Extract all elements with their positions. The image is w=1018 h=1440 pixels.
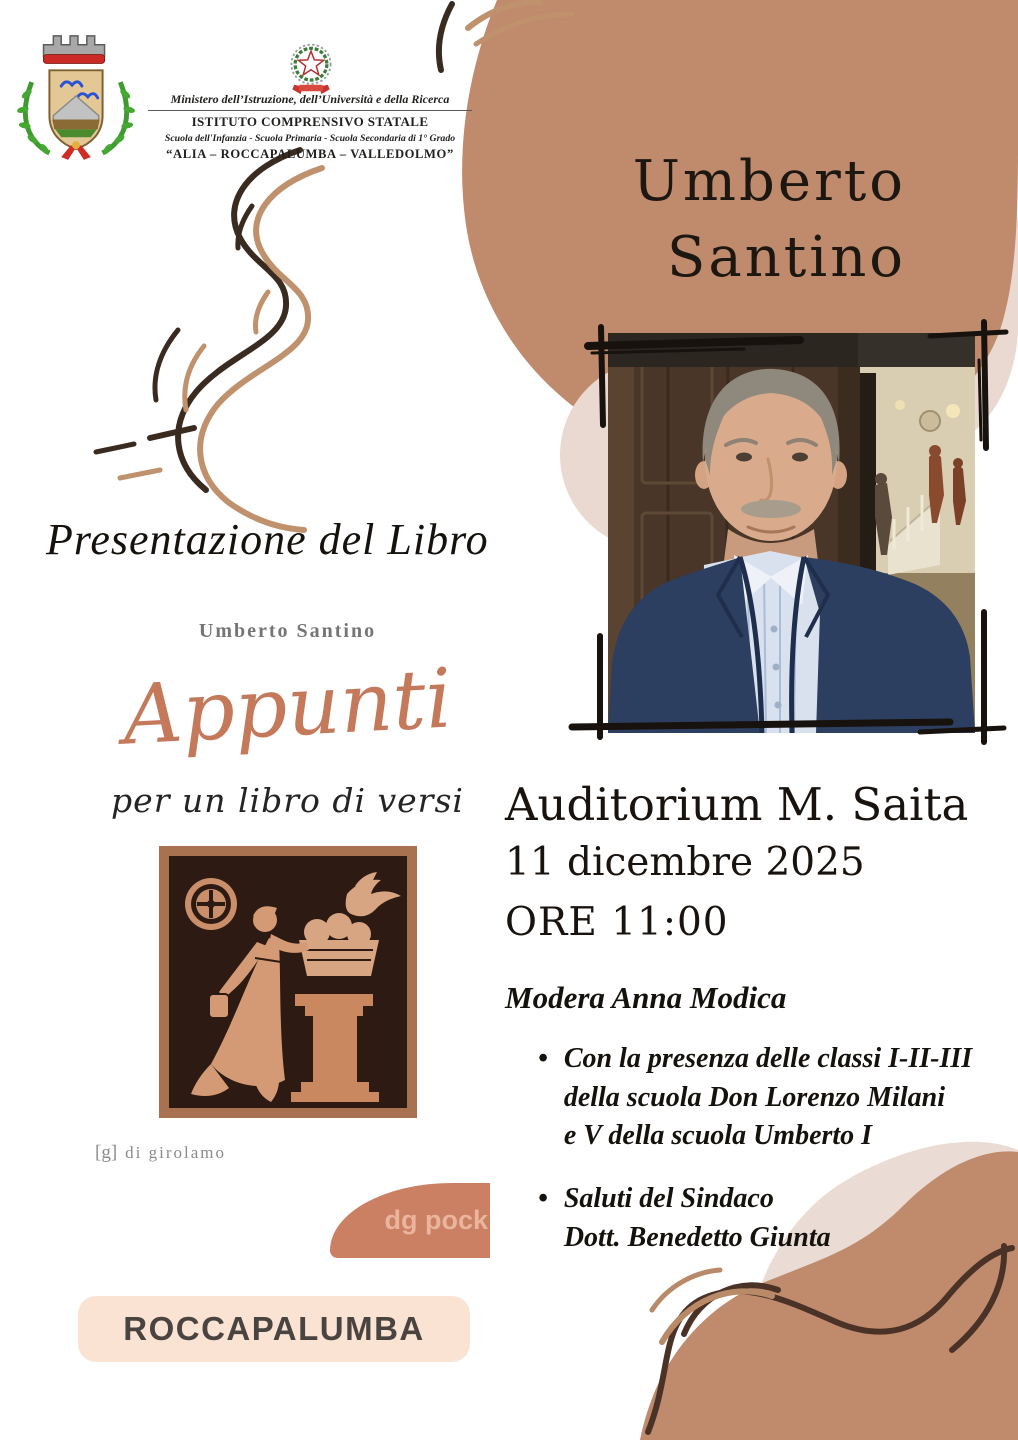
book-title: Appunti — [120, 651, 455, 764]
book-author: Umberto Santino — [198, 620, 377, 642]
bullet-line: della scuola Don Lorenzo Milani — [563, 1081, 945, 1113]
bullet-line: e V della scuola Umberto I — [563, 1120, 873, 1152]
schools-line: Scuola dell'Infanzia - Scuola Primaria - Scuola Secondaria di 1° Grado — [164, 133, 456, 144]
event-venue: Auditorium M. Saita — [505, 778, 969, 831]
bullet-text — [564, 1040, 972, 1156]
bullet-line: Con la presenza delle classi I-II-III — [563, 1043, 973, 1074]
towns-line: “ALIA – ROCCAPALUMBA – VALLEDOLMO” — [166, 147, 454, 161]
list-item — [538, 1180, 998, 1257]
event-time: ORE 11:00 — [505, 900, 729, 945]
rosette-icon — [185, 878, 237, 930]
school-header — [148, 92, 472, 162]
bullet-text — [564, 1180, 831, 1257]
republic-emblem-icon — [283, 38, 339, 96]
bullet-icon: • — [538, 1182, 548, 1214]
author-title — [633, 144, 906, 295]
mural-crown — [44, 36, 105, 64]
list-item — [538, 1040, 998, 1156]
event-date: 11 dicembre 2025 — [505, 840, 865, 885]
bullet-icon: • — [538, 1043, 548, 1074]
bullet-line: Dott. Benedetto Giunta — [563, 1221, 831, 1253]
publisher-logo-icon: [g] — [95, 1142, 118, 1163]
shield — [49, 70, 102, 149]
author-photo-illustration — [608, 333, 975, 733]
location-badge-label: ROCCAPALUMBA — [123, 1310, 425, 1347]
sketch-squiggle-left — [96, 150, 322, 530]
ministry-line: Ministero dell’Istruzione, dell’Università e della Ricerca — [148, 92, 472, 111]
collection-label: dg pock — [384, 1205, 488, 1235]
event-moderator: Modera Anna Modica — [505, 980, 787, 1015]
book-cover — [85, 620, 490, 1164]
municipal-crest-icon — [12, 20, 140, 162]
location-badge — [78, 1296, 470, 1362]
book-cover-illustration — [159, 846, 417, 1118]
event-bullet-list — [538, 1040, 998, 1281]
author-title-line1: Umberto — [632, 149, 906, 214]
publisher-name: di girolamo — [125, 1143, 227, 1162]
bullet-line: Saluti del Sindaco — [563, 1182, 774, 1214]
author-title-line2: Santino — [666, 224, 906, 290]
publisher-row — [85, 1142, 490, 1164]
book-subtitle: per un libro di versi — [111, 781, 464, 820]
author-photo — [608, 333, 975, 733]
institute-line: ISTITUTO COMPRENSIVO STATALE — [191, 114, 429, 129]
presentation-label: Presentazione del Libro — [46, 515, 489, 564]
